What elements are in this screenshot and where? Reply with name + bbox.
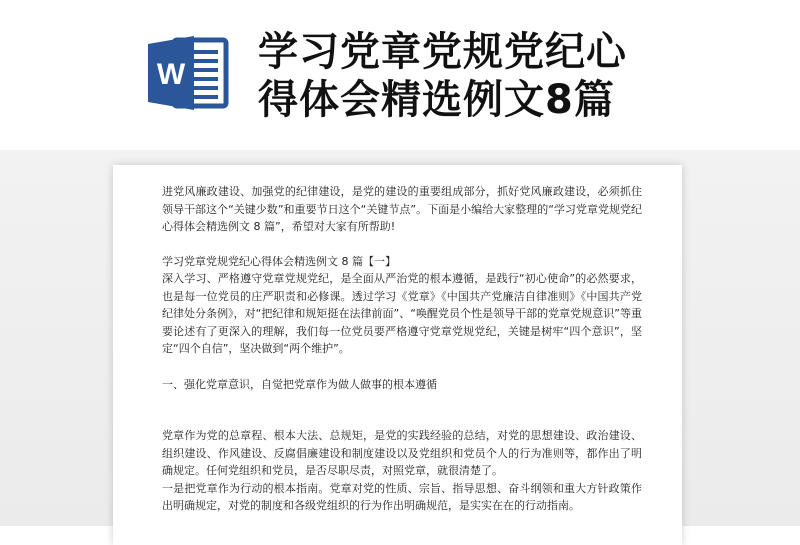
section-title: 学习党章党规党纪心得体会精选例文 8 篇【一】: [162, 254, 396, 268]
page-header: [0, 0, 800, 150]
body-paragraph-1: 深入学习、严格遵守党章党规党纪，是全面从严治党的根本遵循，是践行“初心使命”的必然要求，也是每一位党员的庄严职责和必修课。透过学习《党章》《中国共产党廉洁自律准则》《中国共产党纪律处分条例》，对“把纪律和规矩挺在法律前面”、“唤醒党员个性是领导干部的党章党规意识”等重要论述有了更深入的理解，我们每一位党员要严格遵守党章党规党纪，关键是树牢“四个意识”，坚定“四个自信”，坚决做到“两个维护”。: [162, 272, 642, 355]
page-title: [258, 28, 778, 124]
word-letter: W: [156, 58, 186, 91]
section-heading: 一、强化党章意识，自觉把党章作为做人做事的根本遵循: [162, 377, 437, 391]
title-line-2: 得体会精选例文8篇: [258, 77, 615, 123]
body-paragraph-2: 党章作为党的总章程、根本大法、总规矩，是党的实践经验的总结，对党的思想建设、政治建设、组织建设、作风建设、反腐倡廉建设和制度建设以及党组织和党员个人的行为准则等，都作出了明确规定。任何党组织和党员，是否尽职尽责，对照党章，就很清楚了。: [162, 429, 642, 477]
word-document-icon: [148, 34, 230, 112]
document-content: [162, 183, 642, 515]
body-paragraph-3: 一是把党章作为行动的根本指南。党章对党的性质、宗旨、指导思想、奋斗纲领和重大方针政策作出明确规定，对党的制度和各级党组织的行为作出明确规范，是实实在在的行动指南。: [162, 481, 642, 512]
intro-paragraph: 进党风廉政建设、加强党的纪律建设，是党的建设的重要组成部分，抓好党风廉政建设，必须抓住领导干部这个“关键少数”和重要节日这个“关键节点”。下面是小编给大家整理的“学习党章党规党纪心得体会精选例文 8 篇”，希望对大家有所帮助!: [162, 185, 642, 233]
title-line-1: 学习党章党规党纪心: [258, 29, 627, 75]
